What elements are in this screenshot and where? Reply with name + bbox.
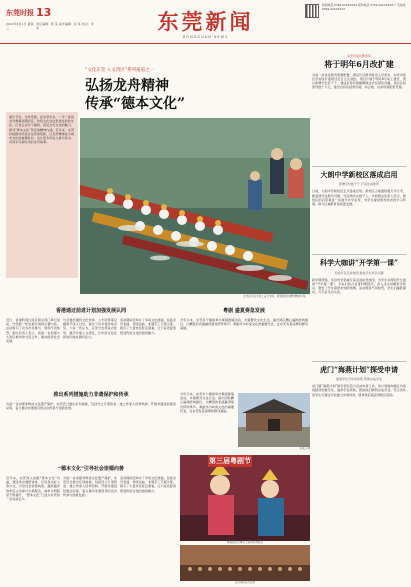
article-body: 活动期间还举办了多场文化展演，包括龙舟表演、传统戏曲、非遗手工艺展示等，吸引了大量市民驻足观看，让大家近距离感受传统文化的独特魅力。 xyxy=(120,318,176,335)
article-subhead: 困难学生可申请资助 帮助完成学业 xyxy=(336,377,382,382)
section-title-en: DONGGUAN NEWS xyxy=(182,35,229,39)
lead-sidebar: 端午节至，龙舟竞渡。在东莞水乡，一年一度的龙舟赛事如期而至，传统文化在这里焕发新的生机。记者走访多个镇街，感受龙舟文化的魅力，探寻“德本文化”背后的精神内涵。近年来，东莞持续推动传统文化传承创新，让龙舟精神成为城市文化的重要标识，也让更多年轻人参与其中，共同书写新时代的龙舟故事。 xyxy=(6,112,78,278)
editor-credits: 责任编辑：陈 某 美术编辑：张 某 校对：李 某 xyxy=(36,22,94,31)
article-body: 为进一步加强非物质文化遗产保护，东莞近日推出系列措施，包括设立专项资金、建立传承人培养机制、开展非遗进校园活动等，着力推动非遗项目的活态传承与创新发展。 xyxy=(63,476,117,497)
contact-info: 新闻热线 0769-22XXXXXX 报料电话 0769-22XXXXXX 广告热线 0769-22XXXXXX xyxy=(322,3,406,11)
dragon-boat-photo xyxy=(80,118,310,294)
festival-banner: 第三届粤剧节 xyxy=(209,457,251,465)
article-body: 虎门镇“海燕计划”助学项目近日启动申请工作。该计划面向辖区内家庭经济困难学生，提供学业资助，帮助他们顺利完成学业。符合条件的学生可通过学校提交申请材料，经审核后将获得相应资助。 xyxy=(312,384,406,397)
article-kicker: 东莞市某区教育局 xyxy=(346,54,371,58)
temple-caption: 某某宗祠 xyxy=(299,447,310,450)
divider xyxy=(312,166,406,167)
article-headline: 粤剧 盛夏奏急发展 xyxy=(223,308,265,314)
page-number: 13 xyxy=(36,6,52,19)
article-body: 活动期间还举办了多场文化展演，包括龙舟表演、传统戏曲、非遗手工艺展示等，吸引了大量市民驻足观看，让大家近距离感受传统文化的独特魅力。 xyxy=(120,476,176,493)
article-body: 新学期伊始，多位科学领域专家走进东莞校园，为学生讲授别开生面的“开学第一课”。专家们结合自身科研经历，深入浅出讲解科学知识，激发了学生探索未知的热情。活动现场气氛热烈，学生们踊跃提问，与专家互动交流。 xyxy=(312,277,406,295)
article-body: 为进一步加强非物质文化遗产保护，东莞近日推出系列措施，包括设立专项资金、建立传承人培养机制、开展非遗进校园活动等，着力推动非遗项目的活态传承与创新发展。 xyxy=(6,402,176,411)
hero-kicker: “文化东莞·人文湾区”系列报道之一 xyxy=(85,68,155,73)
article-headline: 虎门“海燕计划”探受申请 xyxy=(319,364,399,374)
auditorium-photo xyxy=(180,545,310,581)
temple-photo xyxy=(238,393,310,447)
right-column xyxy=(312,48,406,454)
main-photo-caption: 龙舟队员在水面上奋力划桨，展现团结拼搏的精神风貌。 xyxy=(243,295,308,298)
article-body: 今年以来，东莞多个镇街举办粤剧展演活动，丰富群众文化生活。演出团队精心编排经典剧目，以精湛的表演赢得观众阵阵掌声。粤剧作为岭南文化的重要代表，在东莞有着深厚的群众基础。 xyxy=(180,318,308,331)
article-body: 为进一步优化教育资源配置，满足片区群众就近入学需求，东莞市某区学校改扩建项目近日正式获批。项目计划于明年6月动工建设，预计新增学位若干个，建成后将有效缓解周边学位紧张问题。项目总投资约数千万元，建设内容包括教学楼、综合楼、运动场等配套设施。 xyxy=(312,72,406,90)
article-headline: 推出系列措施助力非遗保护和传承 xyxy=(53,392,129,398)
article-subhead: 名师专家走进校园 激发学生科学兴趣 xyxy=(334,270,384,275)
opera-performance-photo xyxy=(180,455,310,541)
article-body: 与会嘉宾围绕文化传承、人才培养等议题展开深入讨论，提出了许多建设性意见。大家一致认为，应充分发挥各自优势，携手共建人文湾区，让传统文化在新时代焕发新的活力。 xyxy=(63,318,117,339)
article-headline: 科学大咖讲“开学第一课” xyxy=(319,258,399,268)
issue-date: 2022年6月1日 星期三 xyxy=(6,22,34,31)
section-title: 东莞新闻 xyxy=(157,9,254,34)
masthead xyxy=(0,0,411,44)
article-body: 近日，香港特别行政区相关部门举行活动，介绍新一轮发展计划的主要内容。活动吸引了众多市民参与，现场气氛热烈。相关负责人表示，将进一步加强与大湾区城市的交流合作，推动经济社会发展。 xyxy=(6,318,60,343)
hero-headline xyxy=(85,78,260,113)
article-body: 近年来，东莞深入挖掘“德本文化”内涵，通过举办道德讲堂、评选身边好人等方式，引导社会崇德向善。越来越多的市民主动参与志愿服务，城市文明程度不断提升，“德本文化”已成为东莞的一张亮丽名片。 xyxy=(6,476,60,501)
qr-code-icon xyxy=(305,4,319,18)
auditorium-caption: 活动现场座无虚席 xyxy=(234,581,256,584)
divider xyxy=(312,361,406,362)
article-headline: 将于明年6月改扩建 xyxy=(324,59,394,70)
brand-name: 东莞时报 xyxy=(6,8,34,17)
article-headline: 大朗中学新校区落成启用 xyxy=(320,169,398,179)
article-headline: “德本文化”引导社会崇德向善 xyxy=(58,466,124,472)
article-body: 今年以来，东莞多个镇街举办粤剧展演活动，丰富群众文化生活。演出团队精心编排经典剧目，以精湛的表演赢得观众阵阵掌声。粤剧作为岭南文化的重要代表，在东莞有着深厚的群众基础。 xyxy=(180,392,234,413)
article-body: 日前，大朗中学新校区正式落成启用。新校区占地面积数万平方米，配备现代化教学设施，可容纳学生数千人。学校相关负责人表示，新校区的启用将进一步提升办学条件，为学生提供更加优质的学习环境，助力区域教育高质量发展。 xyxy=(312,189,406,206)
article-subhead: 新增学位数千个 打造优质教育 xyxy=(339,182,379,187)
divider xyxy=(312,254,406,255)
hero-headline-line2: 传承“德本文化” xyxy=(85,95,186,112)
article-headline: 香港通过前进计划加强发展认同 xyxy=(55,308,126,314)
hero-headline-line1: 弘扬龙舟精神 xyxy=(85,78,169,94)
opera-caption: 粤剧演员在舞台上演绎经典剧目 xyxy=(226,541,264,544)
